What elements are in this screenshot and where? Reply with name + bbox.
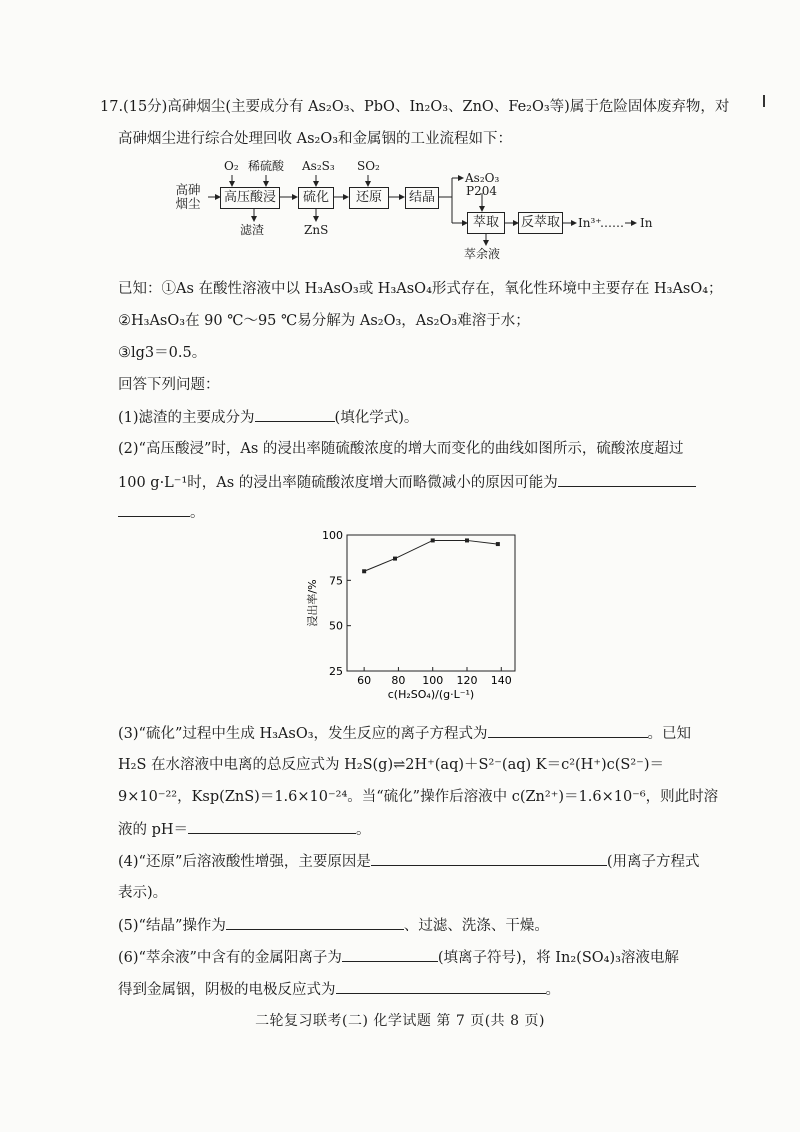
q2-line2	[118, 470, 696, 492]
q3-known: 。已知	[647, 726, 692, 742]
x-tick-label: 60	[357, 674, 372, 687]
q5-line	[118, 913, 549, 935]
q3-text: (3)“硫化”过程中生成 H₃AsO₃，发生反应的离子方程式为	[118, 726, 488, 742]
y-tick-label: 75	[329, 574, 343, 588]
y-tick-label: 50	[329, 619, 343, 633]
data-point	[465, 538, 469, 542]
q6-tail: (填离子符号)，将 In₂(SO₄)₃溶液电解	[437, 950, 679, 966]
data-point	[431, 538, 435, 542]
y-tick-label: 100	[322, 529, 343, 542]
q3-end: 。	[356, 822, 371, 838]
flow-box-high-pressure-leach: 高压酸浸	[220, 187, 280, 209]
flow-output-in: In	[640, 216, 653, 230]
q1-answer-blank[interactable]	[255, 405, 335, 422]
q2-answer-blank-2[interactable]	[118, 500, 190, 517]
q6-text: (6)“萃余液”中含有的金属阳离子为	[118, 950, 342, 966]
q4-answer-blank[interactable]	[371, 849, 607, 866]
flow-dots: ……	[600, 216, 624, 230]
q2-line1: (2)“高压酸浸”时，As 的浸出率随硫酸浓度的增大而变化的曲线如图所示，硫酸浓度超过	[118, 441, 684, 457]
flow-output-raffinate: 萃余液	[464, 247, 501, 261]
q1-text: (1)滤渣的主要成分为	[118, 410, 255, 426]
page-footer: 二轮复习联考(二) 化学试题 第 7 页(共 8 页)	[255, 1013, 545, 1029]
data-point	[393, 557, 397, 561]
q5-text: (5)“结晶”操作为	[118, 918, 226, 934]
answer-prompt: 回答下列问题：	[118, 377, 220, 393]
known-condition-1: 已知：①As 在酸性溶液中以 H₃AsO₃或 H₃AsO₄形式存在，氧化性环境中主要存在 H₃AsO₄；	[118, 281, 723, 297]
q3-line1	[118, 721, 691, 743]
chart-frame	[347, 535, 515, 671]
y-axis-label: 浸出率/%	[306, 579, 319, 627]
q5-tail: 、过滤、洗涤、干燥。	[403, 918, 549, 934]
x-tick-label: 80	[391, 674, 406, 687]
x-axis-label: c(H₂SO₄)/(g·L⁻¹)	[387, 688, 475, 701]
q6-electrode-blank[interactable]	[336, 977, 546, 994]
q2-answer-blank-1[interactable]	[558, 470, 696, 487]
q6-line1	[118, 945, 679, 967]
flow-input-p204: P204	[466, 184, 497, 198]
q3-line4	[118, 817, 371, 839]
q4-line1	[118, 849, 700, 871]
q3-ph-blank[interactable]	[188, 817, 356, 834]
flow-input-as2s3: As₂S₃	[302, 159, 335, 173]
q17-intro-line1: 17.(15分)高砷烟尘(主要成分有 As₂O₃、PbO、In₂O₃、ZnO、Fe₂O₃等)属于危险固体废弃物，对	[100, 99, 730, 115]
q6-end: 。	[545, 982, 560, 998]
flow-input-o2: O₂	[224, 159, 239, 173]
q2-end: 。	[190, 505, 205, 521]
x-tick-label: 140	[490, 674, 512, 687]
q6-line2	[118, 977, 560, 999]
flow-box-sulfidation: 硫化	[298, 187, 334, 209]
margin-mark	[763, 95, 765, 107]
data-point	[496, 542, 500, 546]
flow-output-zns: ZnS	[304, 223, 329, 237]
series-line	[364, 540, 498, 571]
q6-text-2: 得到金属铟，阴极的电极反应式为	[118, 982, 336, 998]
q2-text: 100 g·L⁻¹时，As 的浸出率随硫酸浓度增大而略微减小的原因可能为	[118, 475, 558, 491]
q3-equation-blank[interactable]	[488, 721, 648, 738]
process-flow-diagram	[170, 155, 690, 270]
x-tick-label: 120	[456, 674, 478, 687]
flow-box-crystallization: 结晶	[405, 187, 439, 209]
q1-hint: (填化学式)。	[334, 410, 419, 426]
q4-text: (4)“还原”后溶液酸性增强，主要原因是	[118, 854, 371, 870]
flow-output-residue: 滤渣	[240, 223, 265, 237]
q3-line2: H₂S 在水溶液中电离的总反应式为 H₂S(g)⇌2H⁺(aq)＋S²⁻(aq) K＝c²(H⁺)c(S²⁻)＝	[118, 757, 664, 773]
flow-box-reduction: 还原	[349, 187, 389, 209]
flow-box-extraction: 萃取	[467, 212, 505, 234]
flow-output-as2o3: As₂O₃	[465, 171, 500, 185]
q5-answer-blank[interactable]	[226, 913, 404, 930]
flow-input-so2: SO₂	[357, 159, 380, 173]
leach-rate-chart	[290, 525, 530, 705]
x-tick-label: 100	[422, 674, 444, 687]
q3-ph-text: 液的 pH＝	[118, 822, 189, 838]
y-tick-label: 25	[329, 665, 343, 678]
q4-hint: (用离子方程式	[606, 854, 700, 870]
flow-input-dilute-acid: 稀硫酸	[248, 159, 285, 173]
question-1	[118, 405, 418, 427]
flow-output-in3: In³⁺	[578, 216, 602, 230]
q3-line3: 9×10⁻²²，Ksp(ZnS)＝1.6×10⁻²⁴。当“硫化”操作后溶液中 c(Zn²⁺)＝1.6×10⁻⁶，则此时溶	[118, 789, 719, 805]
q2-line3	[118, 500, 205, 522]
data-point	[362, 569, 366, 573]
flow-box-back-extraction: 反萃取	[518, 212, 563, 234]
chart-svg	[290, 525, 530, 705]
q4-line2: 表示)。	[118, 885, 168, 901]
known-condition-3: ③lg3＝0.5。	[118, 345, 207, 361]
q17-intro-line2: 高砷烟尘进行综合处理回收 As₂O₃和金属铟的工业流程如下：	[118, 131, 513, 147]
q6-ion-blank[interactable]	[342, 945, 438, 962]
flow-start-label: 高砷烟尘	[175, 182, 201, 211]
known-condition-2: ②H₃AsO₃在 90 ℃～95 ℃易分解为 As₂O₃，As₂O₃难溶于水；	[118, 313, 530, 329]
